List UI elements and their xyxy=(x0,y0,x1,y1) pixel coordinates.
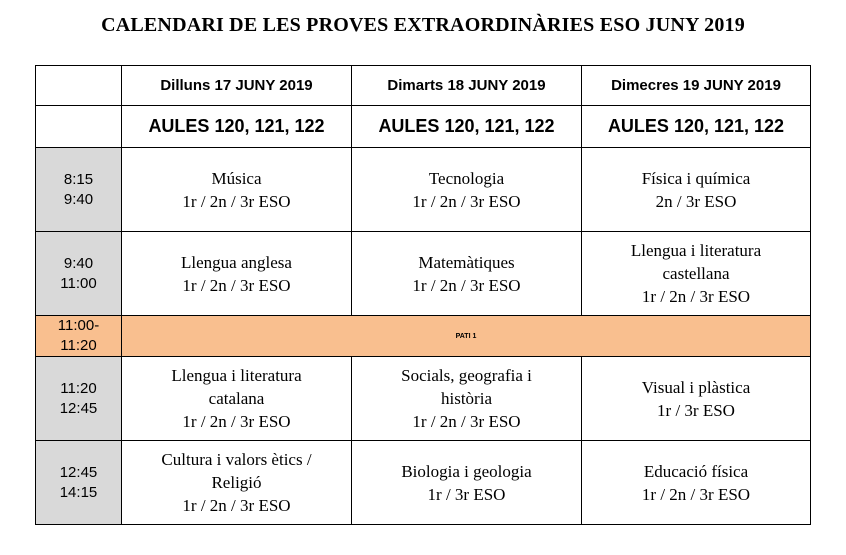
time-cell xyxy=(36,148,122,232)
exam-cell xyxy=(352,148,582,232)
day-header-tuesday: Dimarts 18 JUNY 2019 xyxy=(352,66,582,106)
rooms-monday: AULES 120, 121, 122 xyxy=(122,106,352,148)
time-cell xyxy=(36,441,122,525)
exam-subject: Música xyxy=(211,168,262,188)
rooms-row xyxy=(36,106,811,148)
exam-subject-cont: catalana xyxy=(208,389,265,408)
exam-subject: Visual i plàstica xyxy=(641,377,751,397)
exam-cell xyxy=(122,232,352,316)
time-end: 9:40 xyxy=(63,190,94,208)
time-start: 8:15 xyxy=(63,170,94,188)
exam-cell xyxy=(582,441,811,525)
break-time-cell xyxy=(36,316,122,357)
exam-courses: 1r / 2n / 3r ESO xyxy=(412,412,521,431)
time-slot-row xyxy=(36,148,811,232)
page-title: CALENDARI DE LES PROVES EXTRAORDINÀRIES ESO JUNY 2019 xyxy=(101,14,745,36)
corner-cell xyxy=(36,106,122,148)
time-end: 11:00 xyxy=(60,274,97,292)
time-slot-row xyxy=(36,232,811,316)
time-start: 9:40 xyxy=(63,254,94,272)
exam-courses: 1r / 2n / 3r ESO xyxy=(641,287,751,306)
exam-subject: Socials, geografia i xyxy=(401,366,532,385)
exam-cell xyxy=(582,148,811,232)
break-label: PATI 1 xyxy=(122,316,811,357)
exam-schedule-table xyxy=(35,65,811,525)
exam-subject-cont: Religió xyxy=(211,473,262,492)
rooms-wednesday: AULES 120, 121, 122 xyxy=(582,106,811,148)
exam-subject: Llengua i literatura xyxy=(630,241,762,260)
exam-courses: 2n / 3r ESO xyxy=(655,191,737,211)
time-start: 12:45 xyxy=(59,463,98,481)
exam-subject: Tecnologia xyxy=(428,168,505,188)
exam-courses: 1r / 2n / 3r ESO xyxy=(641,484,751,504)
exam-courses: 1r / 2n / 3r ESO xyxy=(182,275,291,295)
rooms-tuesday: AULES 120, 121, 122 xyxy=(352,106,582,148)
corner-cell xyxy=(36,66,122,106)
exam-cell xyxy=(352,232,582,316)
exam-courses: 1r / 2n / 3r ESO xyxy=(182,412,291,431)
exam-subject: Cultura i valors ètics / xyxy=(161,450,312,469)
time-end: 14:15 xyxy=(59,483,98,501)
break-row xyxy=(36,316,811,357)
exam-courses: 1r / 2n / 3r ESO xyxy=(182,496,291,515)
exam-courses: 1r / 2n / 3r ESO xyxy=(182,191,291,211)
exam-cell xyxy=(582,232,811,316)
exam-subject: Física i química xyxy=(641,168,751,188)
time-start: 11:20 xyxy=(60,379,97,397)
day-header-row xyxy=(36,66,811,106)
exam-subject: Biologia i geologia xyxy=(401,461,532,481)
exam-cell xyxy=(122,357,352,441)
time-end: 12:45 xyxy=(59,399,98,417)
exam-cell xyxy=(352,357,582,441)
exam-cell xyxy=(122,441,352,525)
break-time-start: 11:00- xyxy=(57,317,100,334)
exam-subject: Llengua i literatura xyxy=(171,366,302,385)
exam-courses: 1r / 2n / 3r ESO xyxy=(412,275,521,295)
day-header-wednesday: Dimecres 19 JUNY 2019 xyxy=(582,66,811,106)
exam-cell xyxy=(582,357,811,441)
exam-courses: 1r / 3r ESO xyxy=(657,400,735,420)
time-slot-row xyxy=(36,357,811,441)
exam-subject: Matemàtiques xyxy=(418,252,515,272)
time-cell xyxy=(36,232,122,316)
exam-cell xyxy=(352,441,582,525)
exam-courses: 1r / 2n / 3r ESO xyxy=(412,191,521,211)
exam-courses: 1r / 3r ESO xyxy=(427,484,506,504)
exam-cell xyxy=(122,148,352,232)
exam-subject-cont: història xyxy=(441,389,492,408)
exam-subject: Llengua anglesa xyxy=(181,252,292,272)
time-cell xyxy=(36,357,122,441)
exam-subject-cont: castellana xyxy=(662,264,730,283)
exam-subject: Educació física xyxy=(643,461,749,481)
day-header-monday: Dilluns 17 JUNY 2019 xyxy=(122,66,352,106)
break-time-end: 11:20 xyxy=(60,337,97,354)
time-slot-row xyxy=(36,441,811,525)
